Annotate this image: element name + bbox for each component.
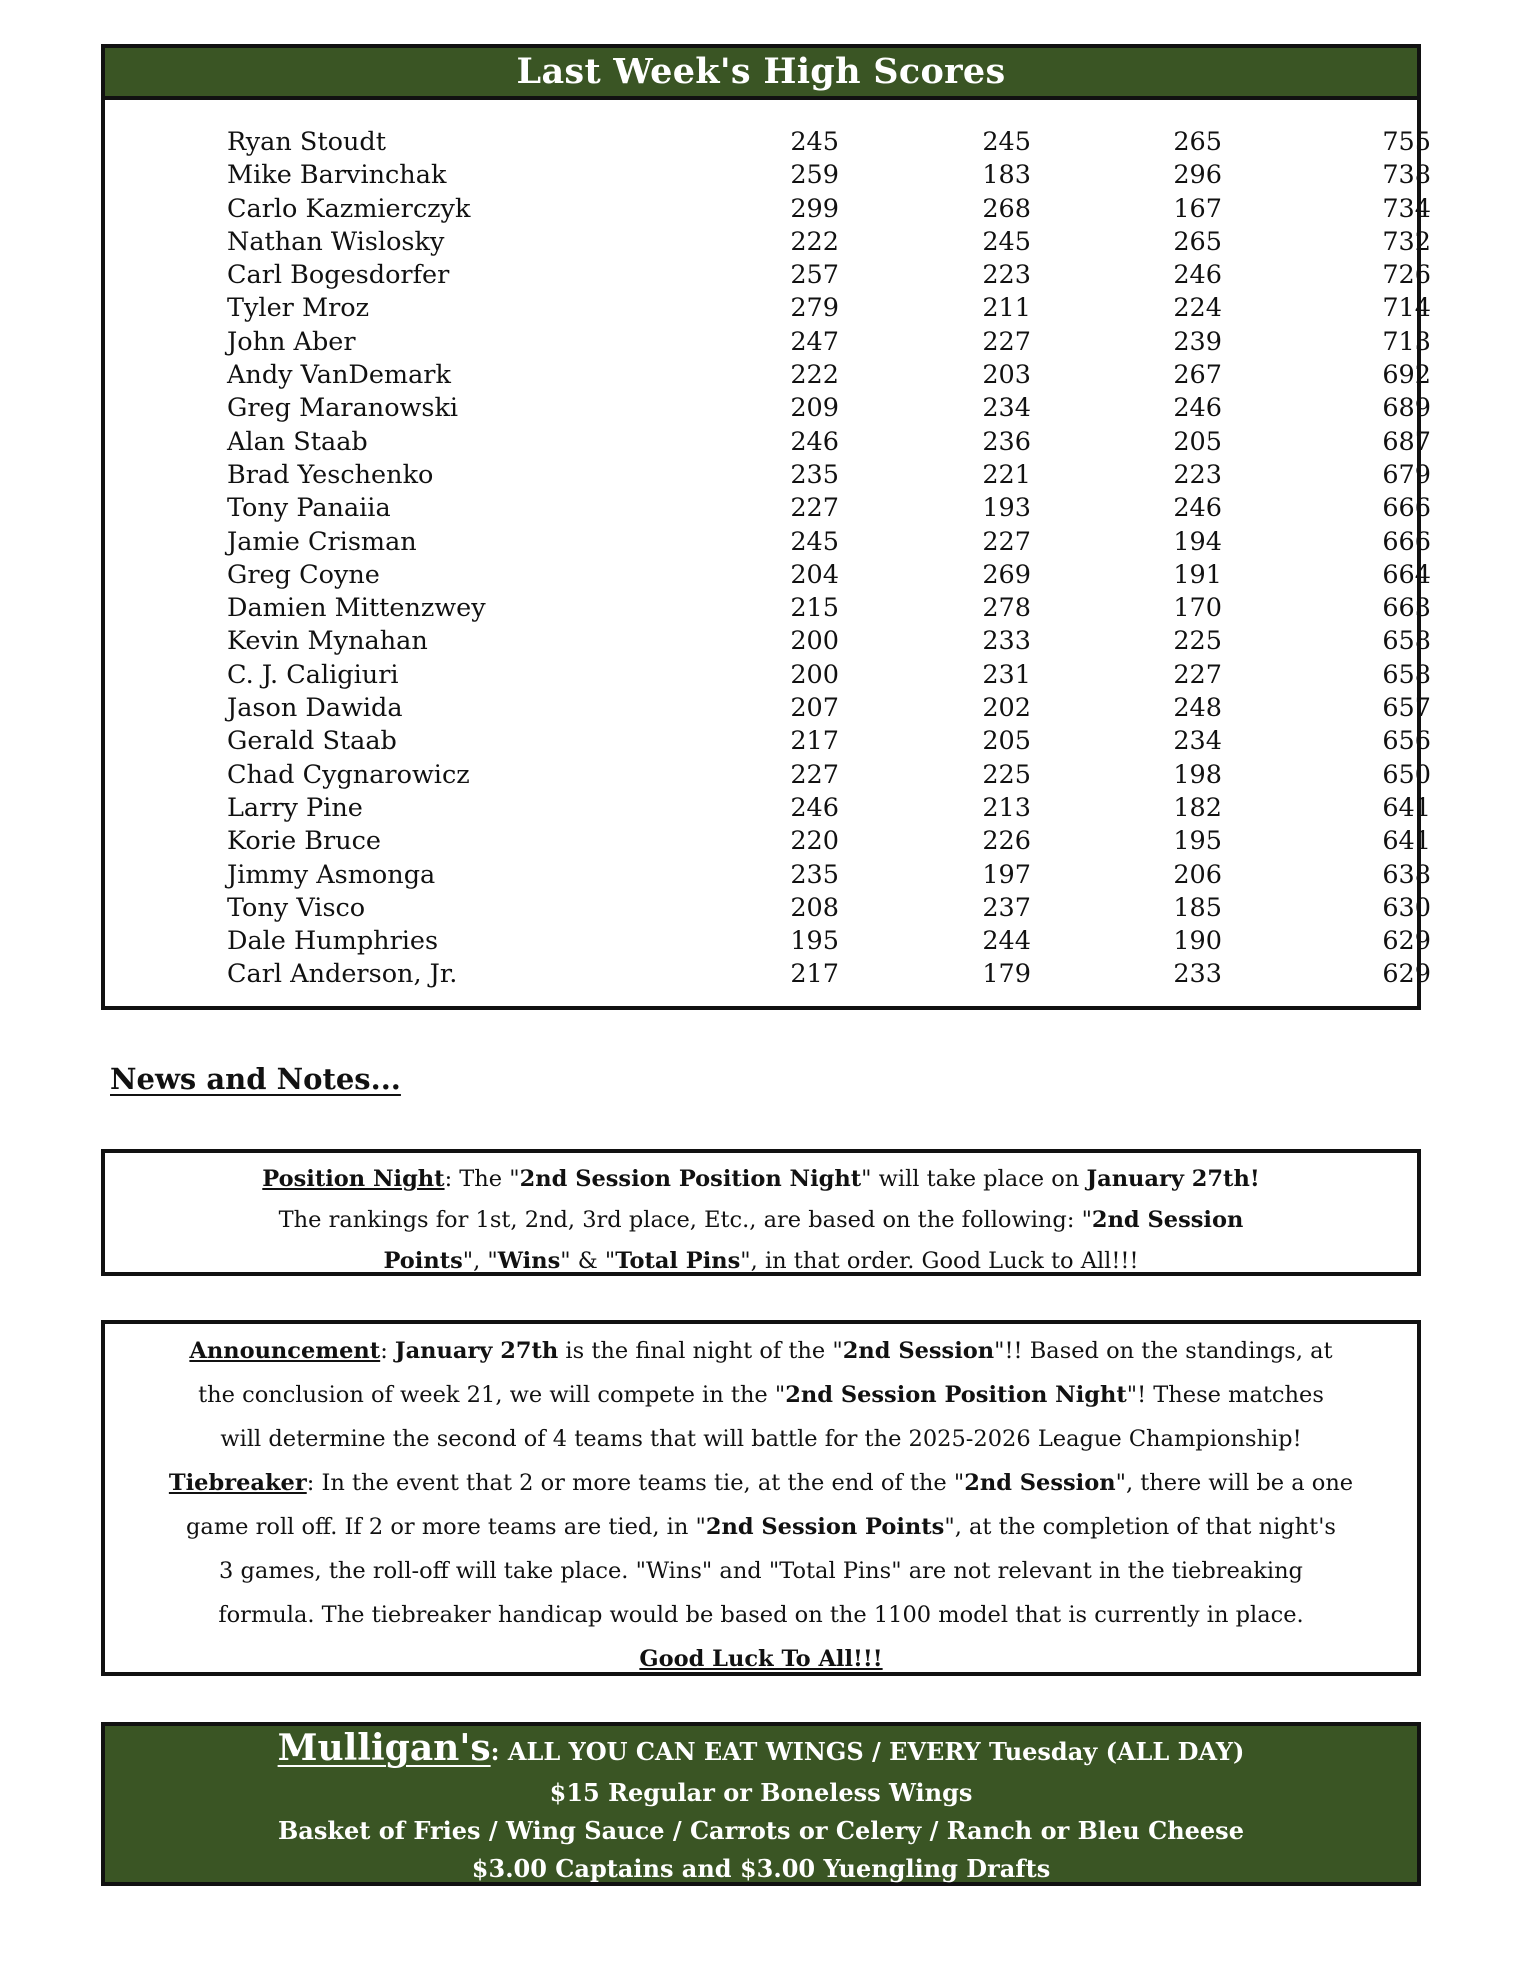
series-total: 726 [1382, 260, 1431, 291]
game-3-score: 205 [1173, 426, 1222, 457]
text: will determine the second of 4 teams that will battle for the 2025-2026 League Championship! [220, 1426, 1302, 1452]
series-total: 658 [1382, 659, 1431, 690]
game-3-score: 246 [1173, 393, 1222, 424]
note-line [105, 1417, 1417, 1461]
bowler-name: Korie Bruce [227, 826, 381, 857]
game-3-score: 248 [1173, 693, 1222, 724]
series-total: 657 [1382, 693, 1431, 724]
game-2-score: 221 [982, 459, 1031, 490]
news-heading: News and Notes... [110, 1062, 401, 1096]
game-1-score: 200 [790, 626, 839, 657]
game-3-score: 265 [1173, 127, 1222, 157]
series-total: 629 [1382, 926, 1431, 957]
game-2-score: 227 [982, 326, 1031, 357]
emphasis: 2nd Session [842, 1338, 995, 1364]
score-row [105, 892, 1431, 925]
game-3-score: 198 [1173, 759, 1222, 790]
score-row [105, 126, 1431, 159]
promo-headline: : ALL YOU CAN EAT WINGS / EVERY Tuesday (ALL DAY) [490, 1737, 1245, 1766]
score-row [105, 559, 1431, 592]
position-night-label: Position Night [262, 1166, 445, 1192]
game-2-score: 244 [982, 926, 1031, 957]
series-total: 630 [1382, 892, 1431, 923]
game-1-score: 245 [790, 127, 839, 157]
score-row [105, 392, 1431, 425]
text: : In the event that 2 or more teams tie, at the end of the " [306, 1470, 965, 1496]
bowler-name: C. J. Caligiuri [227, 659, 399, 690]
score-row [105, 592, 1431, 625]
promo-line [105, 1726, 1417, 1774]
score-row [105, 426, 1431, 459]
high-scores-panel [101, 44, 1431, 1010]
text: formula. The tiebreaker handicap would be based on the 1100 model that is currently in place. [218, 1602, 1304, 1628]
game-1-score: 208 [790, 892, 839, 923]
text: ", " [462, 1248, 498, 1274]
game-1-score: 195 [790, 926, 839, 957]
score-row [105, 492, 1431, 525]
emphasis: 2nd Session Position Night [785, 1382, 1127, 1408]
game-3-score: 246 [1173, 493, 1222, 524]
game-3-score: 191 [1173, 559, 1222, 590]
game-2-score: 245 [982, 226, 1031, 257]
bowler-name: Jamie Crisman [227, 526, 417, 557]
game-2-score: 269 [982, 559, 1031, 590]
emphasis: 2nd Session Points [705, 1514, 945, 1540]
bowler-name: Chad Cygnarowicz [227, 759, 470, 790]
series-total: 713 [1382, 326, 1431, 357]
emphasis: January 27th [394, 1338, 559, 1364]
game-3-score: 246 [1173, 260, 1222, 291]
series-total: 666 [1382, 493, 1431, 524]
game-2-score: 205 [982, 726, 1031, 757]
emphasis: 2nd Session [964, 1470, 1116, 1496]
game-2-score: 245 [982, 127, 1031, 157]
emphasis: Total Pins [615, 1248, 741, 1274]
bowler-name: Ryan Stoudt [227, 127, 386, 157]
bowler-name: Andy VanDemark [227, 360, 451, 391]
game-3-score: 227 [1173, 659, 1222, 690]
text: ", in that order. Good Luck to All!!! [740, 1248, 1139, 1274]
score-row [105, 526, 1431, 559]
game-1-score: 217 [790, 726, 839, 757]
game-2-score: 193 [982, 493, 1031, 524]
game-1-score: 207 [790, 693, 839, 724]
game-1-score: 220 [790, 826, 839, 857]
text: "!! Based on the standings, at [994, 1338, 1333, 1364]
bowler-name: Dale Humphries [227, 926, 439, 957]
series-total: 734 [1382, 193, 1431, 224]
game-2-score: 226 [982, 826, 1031, 857]
series-total: 641 [1382, 792, 1431, 823]
bowler-name: Nathan Wislosky [227, 226, 445, 257]
bowler-name: Carl Bogesdorfer [227, 260, 450, 291]
position-night-note [101, 1149, 1421, 1276]
score-row [105, 692, 1431, 725]
text: the conclusion of week 21, we will compete in the " [198, 1382, 786, 1408]
game-2-score: 236 [982, 426, 1031, 457]
text: "! These matches [1126, 1382, 1324, 1408]
note-line [105, 1373, 1417, 1417]
score-row [105, 259, 1431, 292]
game-1-score: 246 [790, 426, 839, 457]
game-1-score: 235 [790, 859, 839, 890]
series-total: 732 [1382, 226, 1431, 257]
series-total: 650 [1382, 759, 1431, 790]
series-total: 679 [1382, 459, 1431, 490]
bowler-name: Jimmy Asmonga [227, 859, 436, 890]
game-1-score: 259 [790, 160, 839, 191]
bowler-name: Greg Coyne [227, 559, 380, 590]
game-2-score: 183 [982, 160, 1031, 191]
bowler-name: Kevin Mynahan [227, 626, 428, 657]
bowler-name: Brad Yeschenko [227, 459, 434, 490]
score-row [105, 725, 1431, 758]
text: ", at the completion of that night's [944, 1514, 1336, 1540]
game-3-score: 223 [1173, 459, 1222, 490]
bowler-name: Tony Visco [227, 892, 366, 923]
game-2-score: 223 [982, 260, 1031, 291]
game-2-score: 202 [982, 693, 1031, 724]
game-1-score: 200 [790, 659, 839, 690]
announcement-note [101, 1320, 1421, 1676]
closing-text: Good Luck To All!!! [639, 1646, 883, 1672]
text: is the final night of the " [558, 1338, 843, 1364]
tiebreaker-label: Tiebreaker [168, 1470, 307, 1496]
promo-brand: Mulligan's [277, 1727, 491, 1769]
text: : The " [444, 1166, 520, 1192]
score-row [105, 292, 1431, 325]
note-line [105, 1637, 1417, 1681]
series-total: 641 [1382, 826, 1431, 857]
series-total: 687 [1382, 426, 1431, 457]
promo-line: Basket of Fries / Wing Sauce / Carrots or Celery / Ranch or Bleu Cheese [278, 1816, 1244, 1845]
game-3-score: 239 [1173, 326, 1222, 357]
bowler-name: Greg Maranowski [227, 393, 459, 424]
game-1-score: 215 [790, 593, 839, 624]
score-row [105, 326, 1431, 359]
series-total: 664 [1382, 559, 1431, 590]
game-3-score: 224 [1173, 293, 1222, 324]
high-scores-title: Last Week's High Scores [105, 48, 1417, 100]
game-1-score: 245 [790, 526, 839, 557]
game-3-score: 167 [1173, 193, 1222, 224]
score-row [105, 792, 1431, 825]
game-1-score: 227 [790, 759, 839, 790]
score-row [105, 925, 1431, 958]
game-2-score: 234 [982, 393, 1031, 424]
emphasis: 2nd Session Position Night [519, 1166, 862, 1192]
score-row [105, 226, 1431, 259]
emphasis: Wins [497, 1248, 561, 1274]
note-line [105, 1593, 1417, 1637]
game-3-score: 170 [1173, 593, 1222, 624]
game-2-score: 179 [982, 959, 1031, 990]
game-1-score: 246 [790, 792, 839, 823]
game-1-score: 279 [790, 293, 839, 324]
emphasis: 2nd Session [1091, 1207, 1244, 1233]
text: ", there will be a one [1115, 1470, 1354, 1496]
game-3-score: 206 [1173, 859, 1222, 890]
game-1-score: 222 [790, 360, 839, 391]
game-1-score: 257 [790, 260, 839, 291]
game-1-score: 247 [790, 326, 839, 357]
game-2-score: 231 [982, 659, 1031, 690]
game-2-score: 197 [982, 859, 1031, 890]
score-row [105, 958, 1431, 991]
bowler-name: Tyler Mroz [227, 293, 370, 324]
note-line [105, 1200, 1417, 1241]
score-row [105, 859, 1431, 892]
text: " will take place on [861, 1166, 1087, 1192]
game-3-score: 185 [1173, 892, 1222, 923]
bowler-name: Alan Staab [227, 426, 368, 457]
series-total: 629 [1382, 959, 1431, 990]
announcement-label: Announcement [189, 1338, 381, 1364]
game-2-score: 203 [982, 360, 1031, 391]
promo-banner [101, 1722, 1421, 1886]
emphasis: Points [383, 1248, 463, 1274]
score-row [105, 825, 1431, 858]
game-2-score: 233 [982, 626, 1031, 657]
game-3-score: 267 [1173, 360, 1222, 391]
bowler-name: Damien Mittenzwey [227, 593, 486, 624]
bowler-name: Larry Pine [227, 792, 363, 823]
game-2-score: 278 [982, 593, 1031, 624]
score-row [105, 193, 1431, 226]
text: The rankings for 1st, 2nd, 3rd place, Etc., are based on the following: " [278, 1207, 1092, 1233]
series-total: 755 [1382, 127, 1431, 157]
bowler-name: Carl Anderson, Jr. [227, 959, 458, 990]
game-2-score: 225 [982, 759, 1031, 790]
text: game roll off. If 2 or more teams are tied, in " [186, 1514, 706, 1540]
game-3-score: 296 [1173, 160, 1222, 191]
promo-line: $3.00 Captains and $3.00 Yuengling Drafts [471, 1854, 1051, 1883]
series-total: 689 [1382, 393, 1431, 424]
game-1-score: 222 [790, 226, 839, 257]
score-row [105, 459, 1431, 492]
promo-line: $15 Regular or Boneless Wings [549, 1778, 973, 1807]
note-line [105, 1159, 1417, 1200]
series-total: 638 [1382, 859, 1431, 890]
game-2-score: 268 [982, 193, 1031, 224]
game-2-score: 211 [982, 293, 1031, 324]
game-3-score: 190 [1173, 926, 1222, 957]
note-line [105, 1549, 1417, 1593]
score-row [105, 759, 1431, 792]
text: : [380, 1338, 395, 1364]
game-3-score: 234 [1173, 726, 1222, 757]
bowler-name: Gerald Staab [227, 726, 397, 757]
bowler-name: John Aber [227, 326, 356, 357]
text: 3 games, the roll-off will take place. "Wins" and "Total Pins" are not relevant in the tiebreaking [219, 1558, 1303, 1584]
score-row [105, 625, 1431, 658]
game-3-score: 194 [1173, 526, 1222, 557]
series-total: 663 [1382, 593, 1431, 624]
game-1-score: 299 [790, 193, 839, 224]
game-1-score: 209 [790, 393, 839, 424]
series-total: 714 [1382, 293, 1431, 324]
game-2-score: 237 [982, 892, 1031, 923]
high-scores-table [105, 126, 1431, 992]
score-row [105, 159, 1431, 192]
series-total: 692 [1382, 360, 1431, 391]
bowler-name: Jason Dawida [227, 693, 403, 724]
game-3-score: 195 [1173, 826, 1222, 857]
bowler-name: Mike Barvinchak [227, 160, 447, 191]
note-line [105, 1329, 1417, 1373]
bowler-name: Tony Panaiia [227, 493, 391, 524]
game-3-score: 225 [1173, 626, 1222, 657]
game-1-score: 227 [790, 493, 839, 524]
emphasis: January 27th! [1086, 1166, 1260, 1192]
game-1-score: 235 [790, 459, 839, 490]
game-3-score: 265 [1173, 226, 1222, 257]
bowler-name: Carlo Kazmierczyk [227, 193, 471, 224]
game-3-score: 233 [1173, 959, 1222, 990]
series-total: 738 [1382, 160, 1431, 191]
score-row [105, 659, 1431, 692]
note-line [105, 1505, 1417, 1549]
note-line [105, 1241, 1417, 1282]
series-total: 656 [1382, 726, 1431, 757]
game-3-score: 182 [1173, 792, 1222, 823]
score-row [105, 359, 1431, 392]
game-1-score: 217 [790, 959, 839, 990]
note-line [105, 1461, 1417, 1505]
series-total: 666 [1382, 526, 1431, 557]
game-1-score: 204 [790, 559, 839, 590]
text: " & " [560, 1248, 616, 1274]
series-total: 658 [1382, 626, 1431, 657]
game-2-score: 227 [982, 526, 1031, 557]
game-2-score: 213 [982, 792, 1031, 823]
